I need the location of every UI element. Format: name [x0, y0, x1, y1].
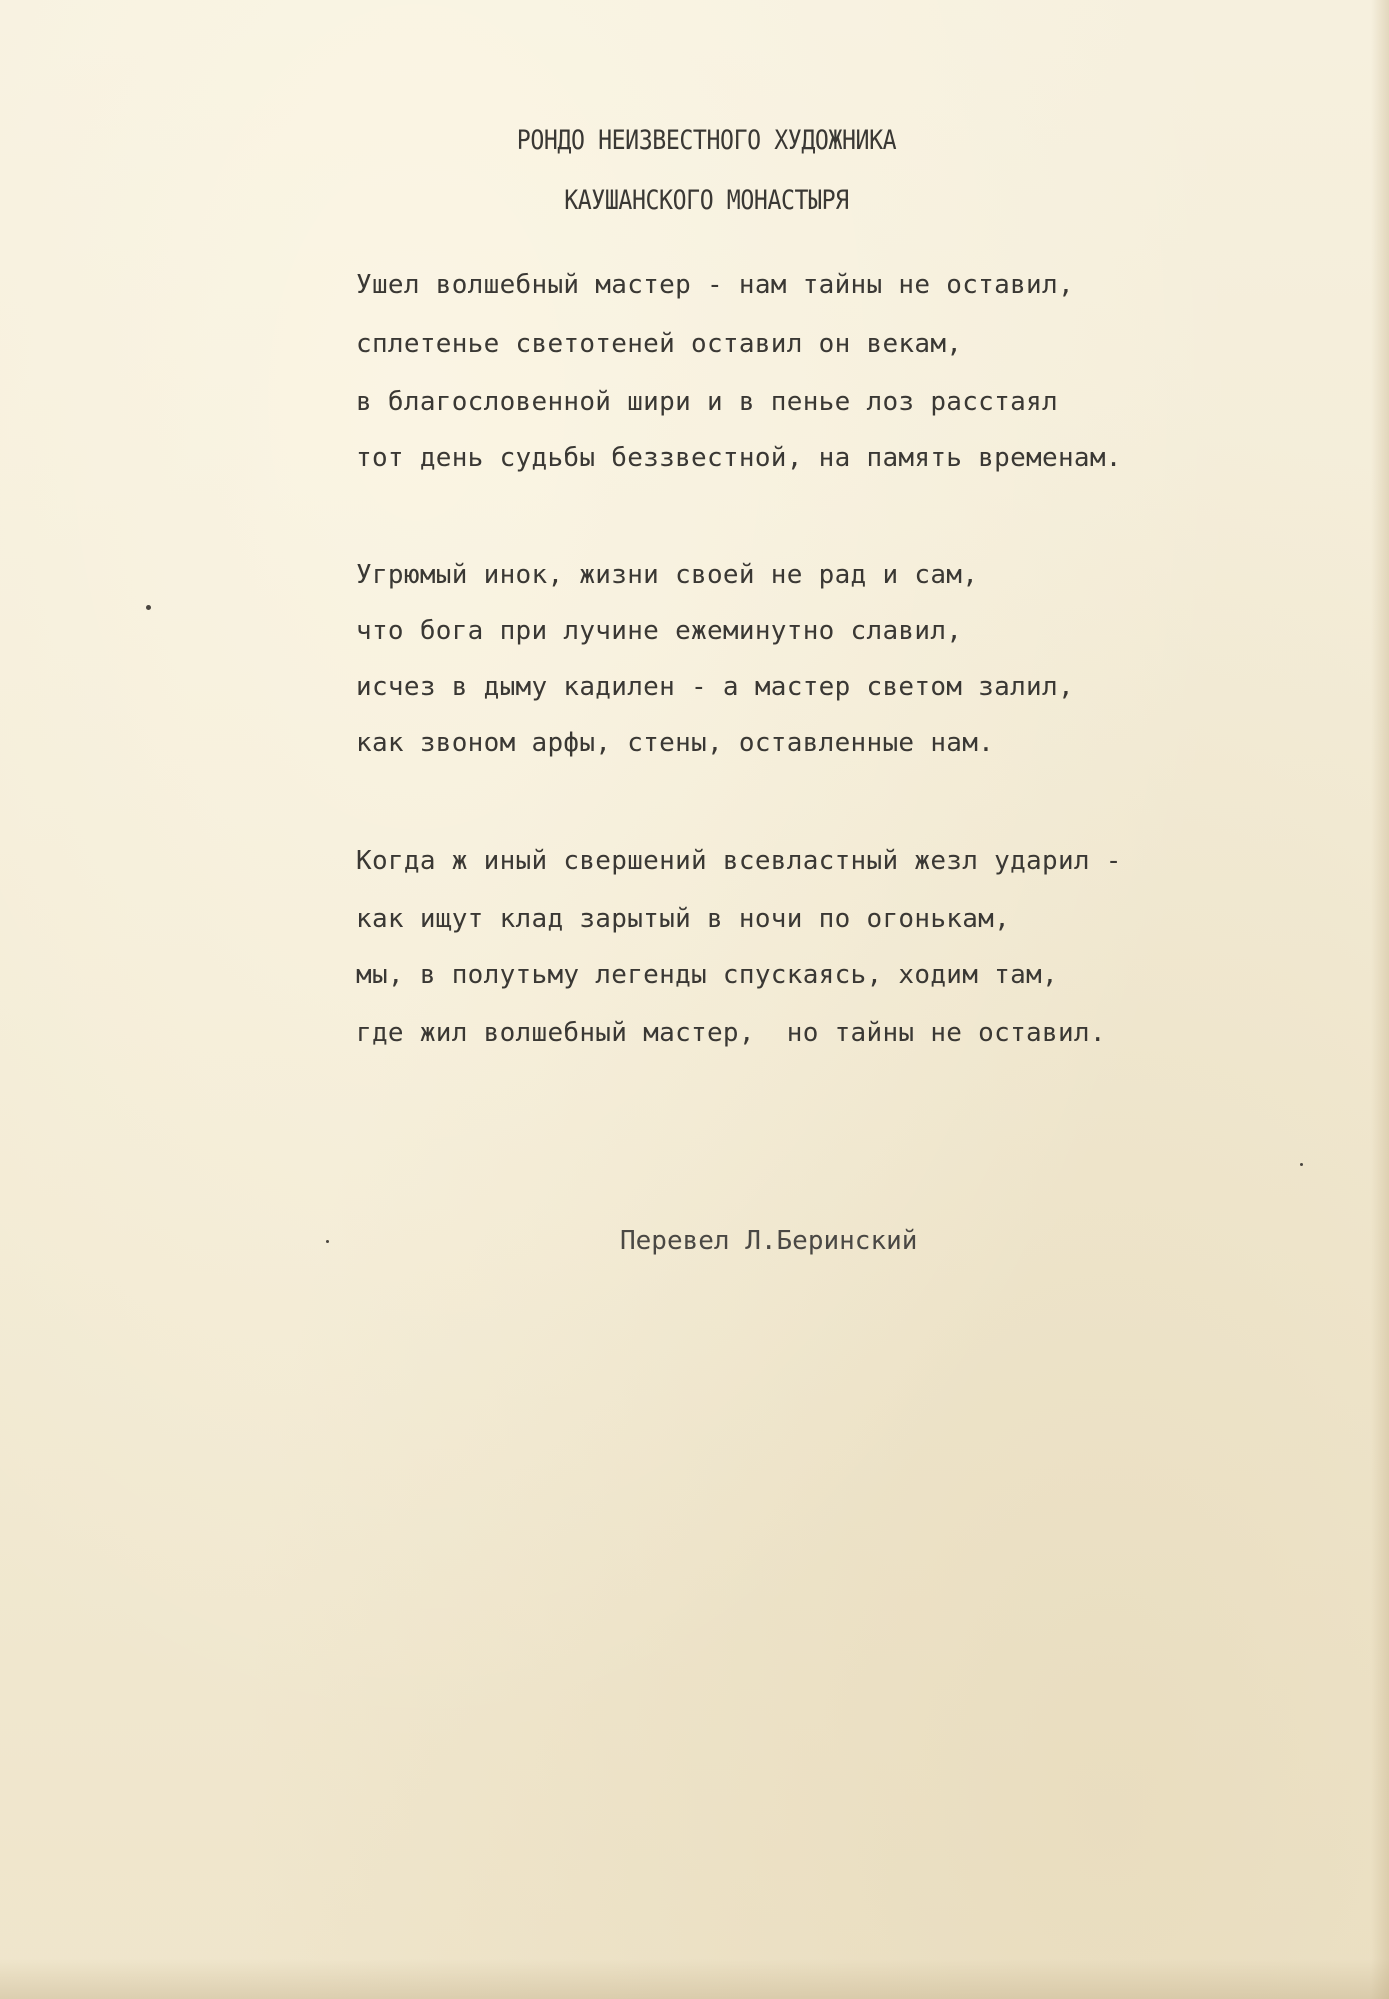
poem-line: где жил волшебный мастер, но тайны не оставил. — [356, 1018, 1106, 1048]
poem-title-line-2: КАУШАНСКОГО МОНАСТЫРЯ — [564, 185, 849, 216]
page-edge-shadow — [1371, 0, 1389, 1999]
poem-line: исчез в дыму кадилен - а мастер светом залил, — [356, 672, 1074, 702]
poem-line: Угрюмый инок, жизни своей не рад и сам, — [356, 560, 979, 590]
page-bottom-shadow — [0, 1959, 1389, 1999]
poem-line: в благословенной шири и в пенье лоз расстаял — [356, 387, 1058, 417]
translator-credit: Перевел Л.Беринский — [620, 1226, 918, 1256]
poem-line: как ищут клад зарытый в ночи по огонькам, — [356, 904, 1011, 934]
poem-title-line-1: РОНДО НЕИЗВЕСТНОГО ХУДОЖНИКА — [516, 125, 897, 156]
poem-line: как звоном арфы, стены, оставленные нам. — [356, 728, 995, 758]
poem-line: мы, в полутьму легенды спускаясь, ходим там, — [356, 960, 1058, 990]
poem-line: тот день судьбы беззвестной, на память временам. — [356, 443, 1122, 473]
ink-speck — [1300, 1163, 1303, 1166]
poem-line: Ушел волшебный мастер - нам тайны не оставил, — [356, 270, 1074, 300]
poem-line: что бога при лучине ежеминутно славил, — [356, 616, 963, 646]
poem-line: Когда ж иный свершений всевластный жезл ударил - — [356, 846, 1122, 876]
ink-speck — [326, 1240, 329, 1243]
poem-line: сплетенье светотеней оставил он векам, — [356, 329, 963, 359]
ink-speck — [146, 605, 151, 610]
